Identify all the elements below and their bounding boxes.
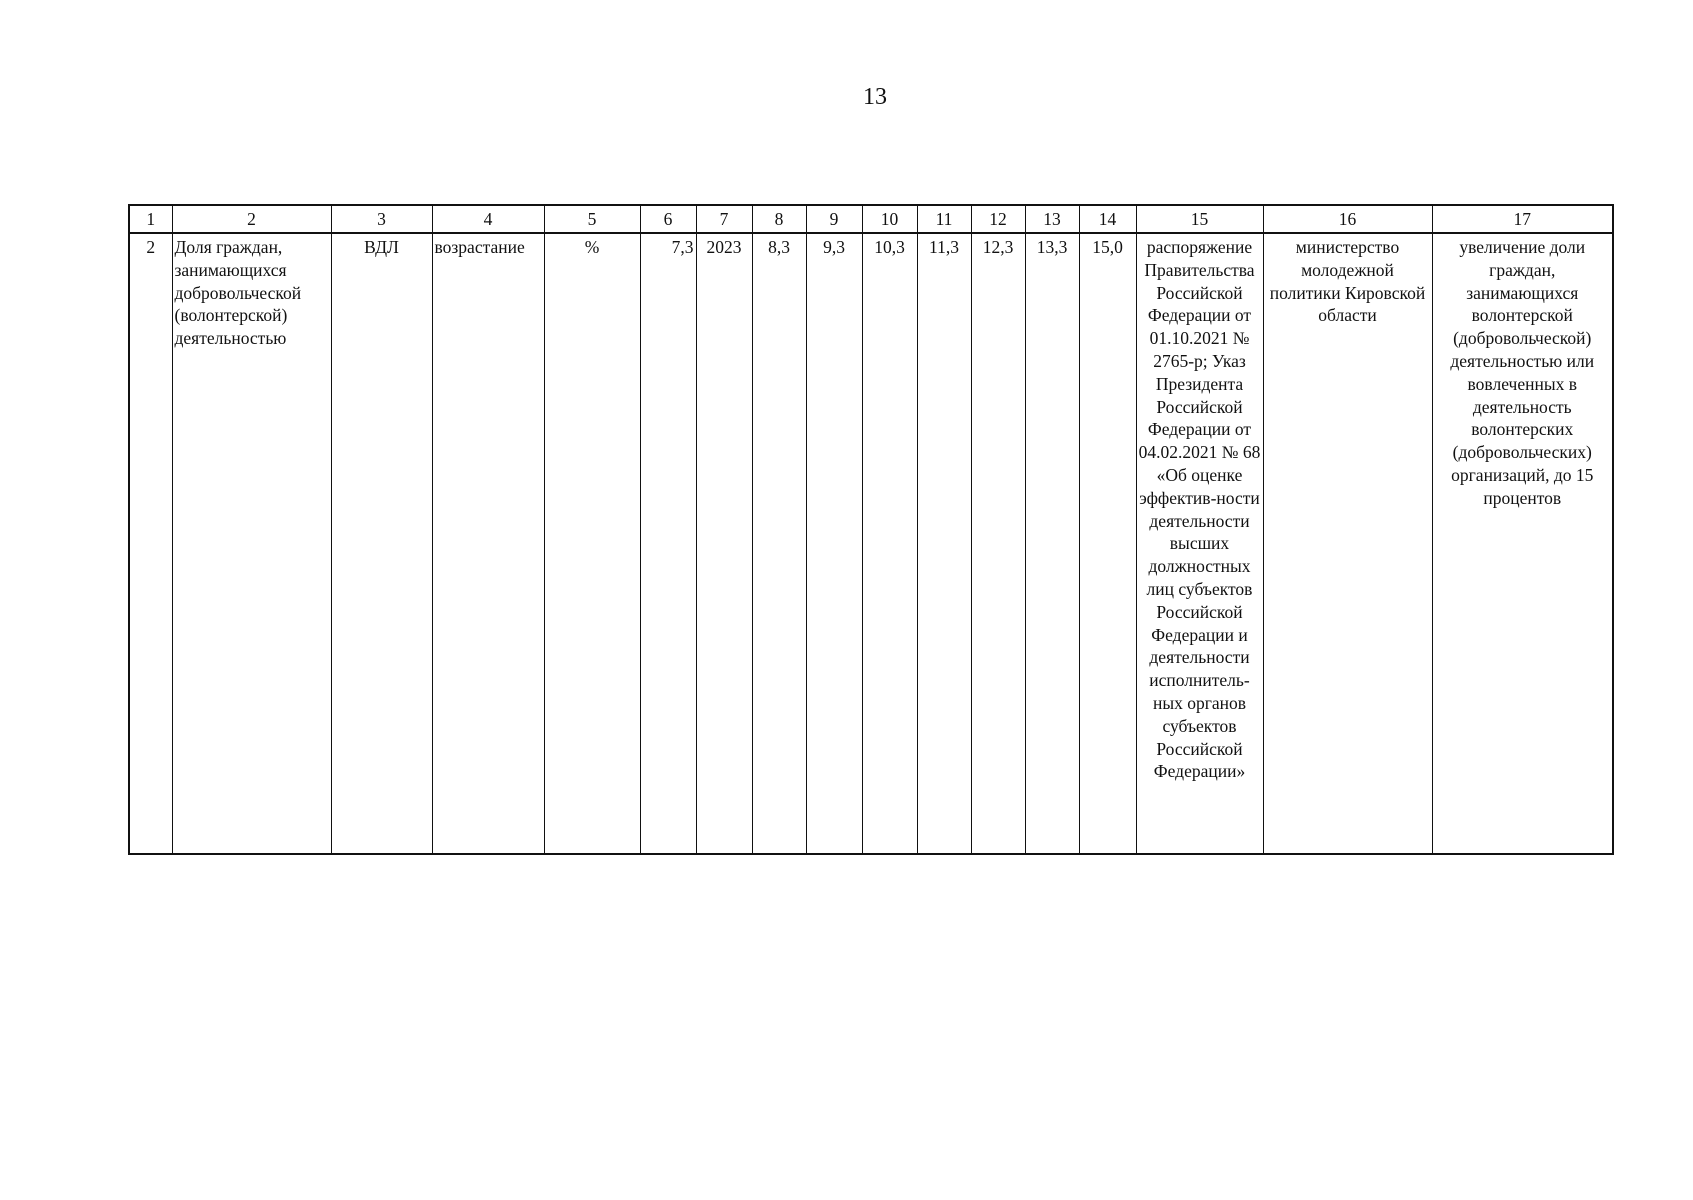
value-cell: 12,3 [971, 233, 1025, 854]
row-number: 2 [129, 233, 172, 854]
unit-of-measure: % [544, 233, 640, 854]
expected-result: увеличение доли граждан, занимающихся волонтерской (добровольческой) деятельностью или вовлеченных в деятельность волонтерских (добровольческих) организаций, до 15 процентов [1432, 233, 1613, 854]
header-cell: 17 [1432, 205, 1613, 233]
header-cell: 2 [172, 205, 331, 233]
indicators-table [128, 204, 1614, 855]
table-header-row [129, 205, 1613, 233]
header-cell: 6 [640, 205, 696, 233]
indicator-name: Доля граждан, занимающихся добровольческой (волонтерской) деятельностью [172, 233, 331, 854]
value-cell: 15,0 [1079, 233, 1136, 854]
value-cell: 8,3 [752, 233, 806, 854]
value-cell: 11,3 [917, 233, 971, 854]
page-number: 13 [863, 84, 887, 110]
base-year: 2023 [696, 233, 752, 854]
indicator-code: ВДЛ [331, 233, 432, 854]
value-cell: 10,3 [862, 233, 917, 854]
value-cell: 9,3 [806, 233, 862, 854]
header-cell: 3 [331, 205, 432, 233]
header-cell: 14 [1079, 205, 1136, 233]
header-cell: 10 [862, 205, 917, 233]
table-row [129, 233, 1613, 854]
value-cell: 13,3 [1025, 233, 1079, 854]
header-cell: 5 [544, 205, 640, 233]
base-value: 7,3 [640, 233, 696, 854]
header-cell: 8 [752, 205, 806, 233]
header-cell: 9 [806, 205, 862, 233]
header-cell: 7 [696, 205, 752, 233]
header-cell: 15 [1136, 205, 1263, 233]
header-cell: 1 [129, 205, 172, 233]
header-cell: 16 [1263, 205, 1432, 233]
header-cell: 11 [917, 205, 971, 233]
header-cell: 12 [971, 205, 1025, 233]
source-document: распоряжение Правительства Российской Федерации от 01.10.2021 № 2765-р; Указ Президента Российской Федерации от 04.02.2021 № 68 «Об оценке эффектив-ности деятельности высших должностных лиц субъектов Российской Федерации и деятельности исполнитель-ных органов субъектов Российской Федерации» [1136, 233, 1263, 854]
responsible-body: министерство молодежной политики Кировской области [1263, 233, 1432, 854]
header-cell: 13 [1025, 205, 1079, 233]
header-cell: 4 [432, 205, 544, 233]
indicator-direction: возрастание [432, 233, 544, 854]
